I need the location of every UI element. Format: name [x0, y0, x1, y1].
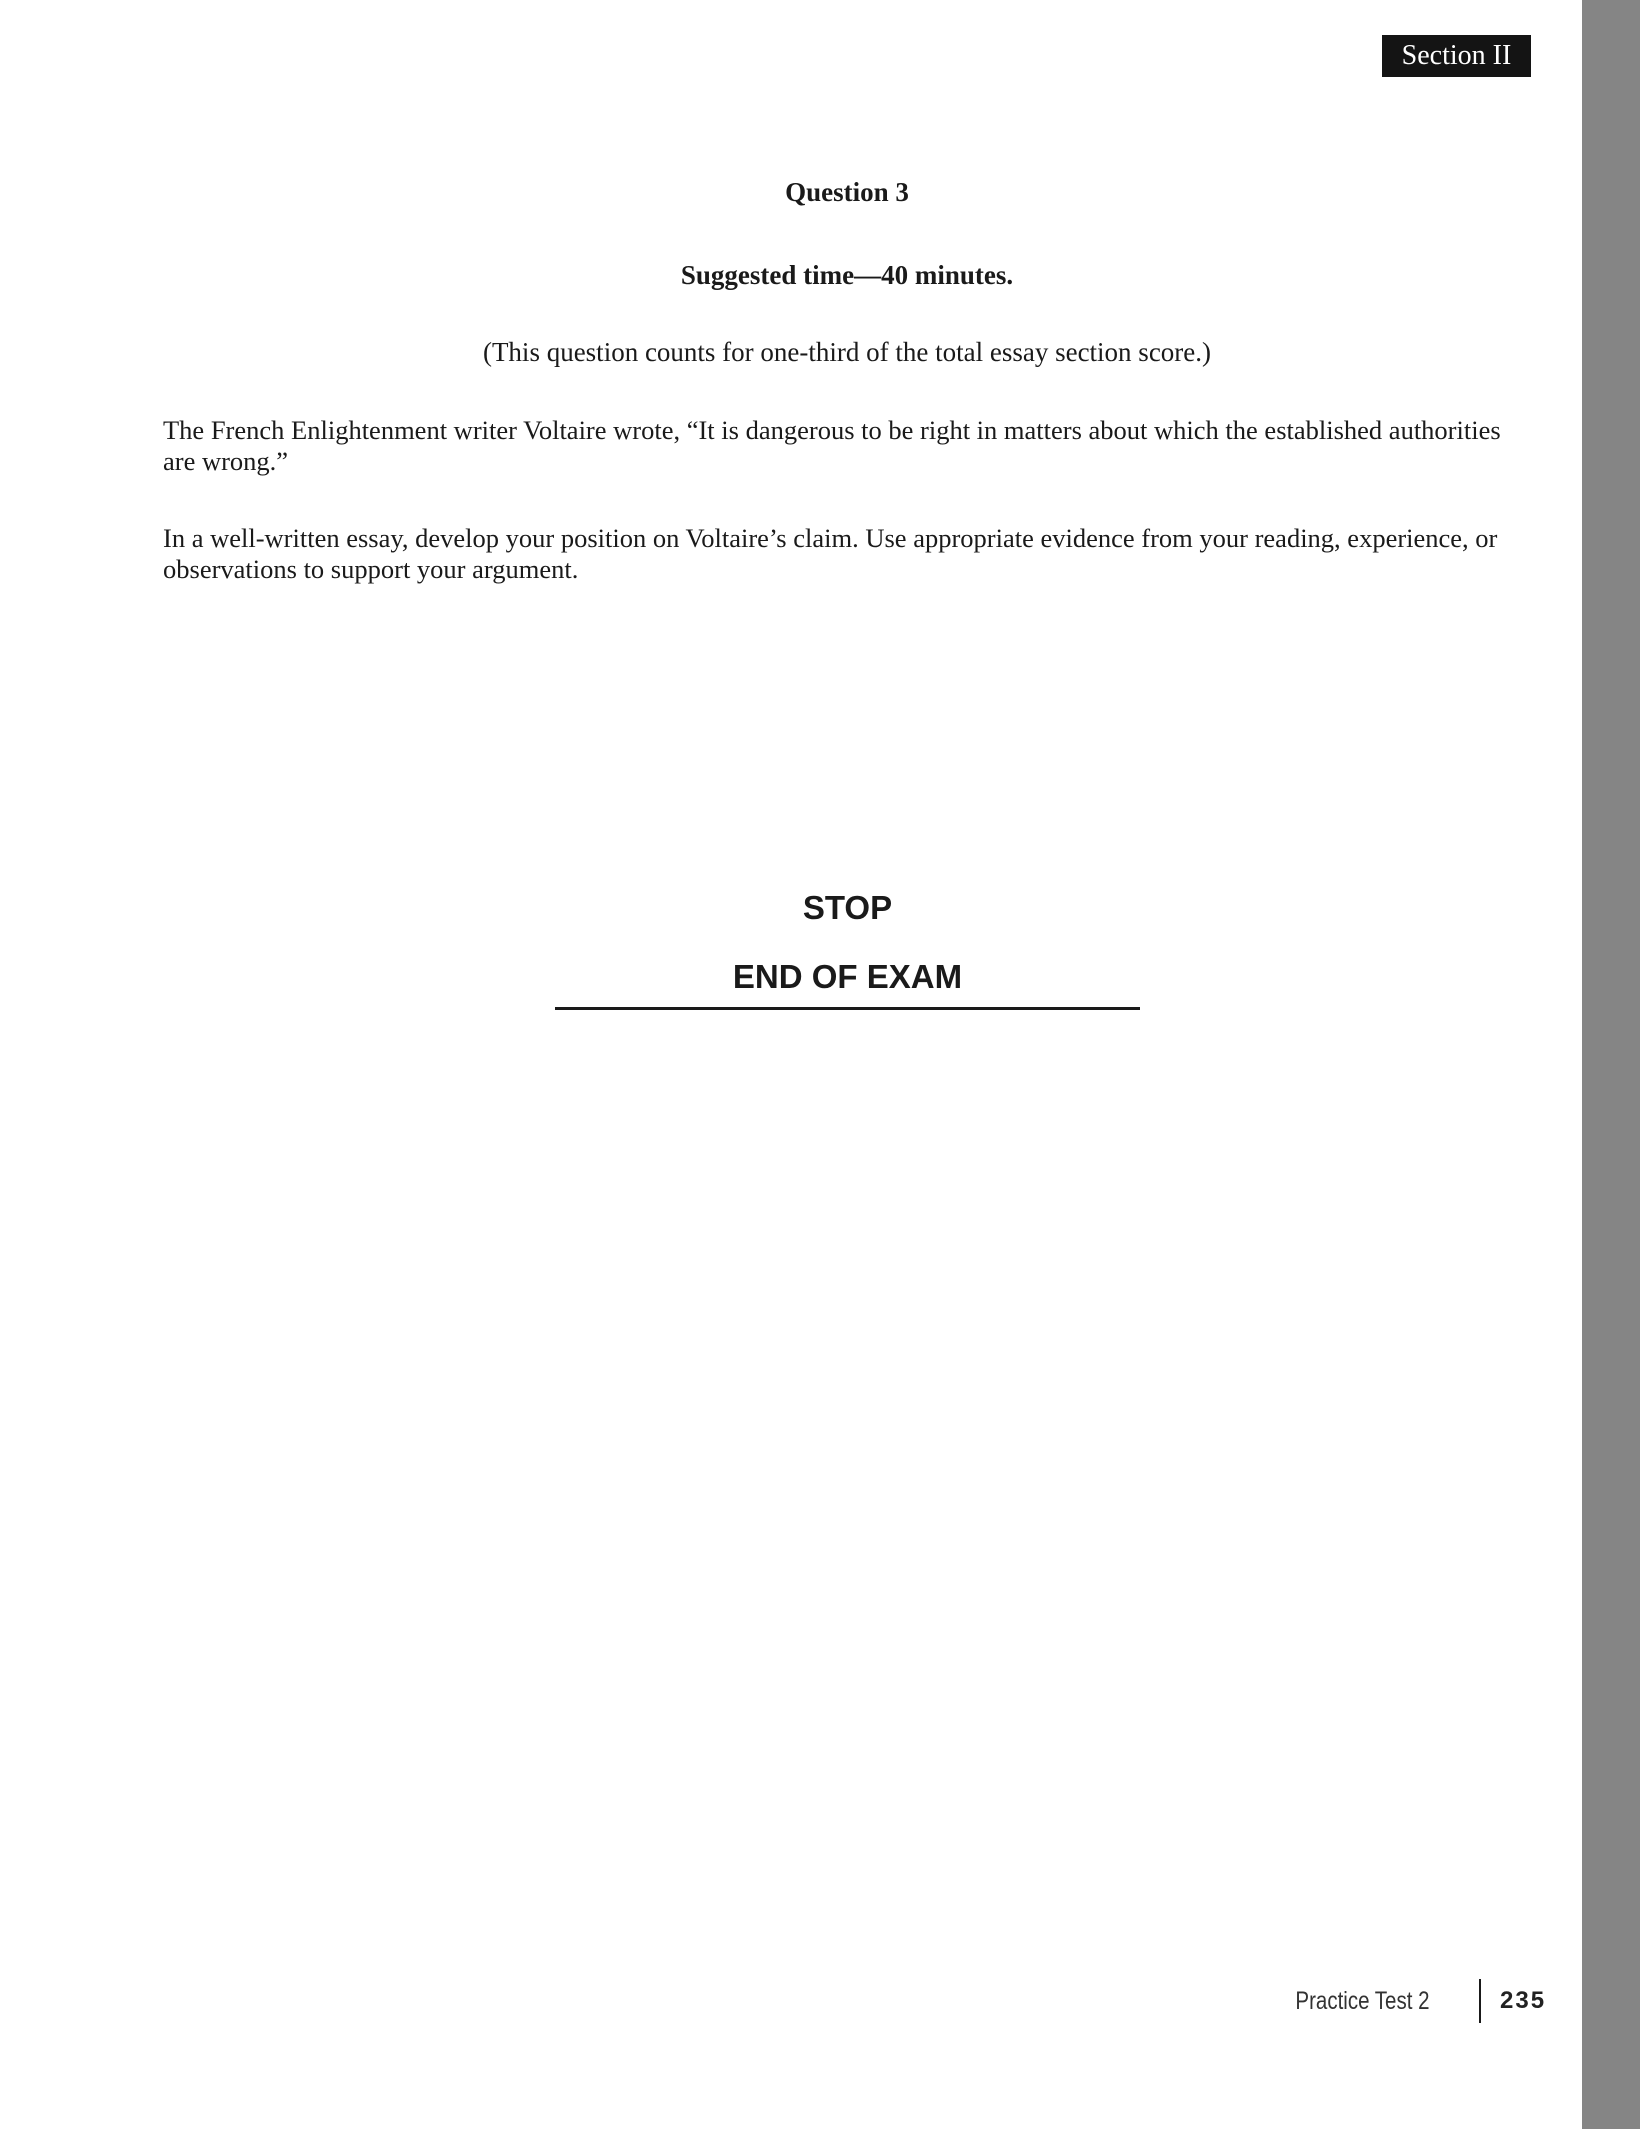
- section-label: Section II: [1382, 35, 1531, 77]
- end-of-exam-rule: [555, 1007, 1140, 1010]
- question-weight-note: (This question counts for one-third of the total essay section score.): [482, 337, 1212, 367]
- suggested-time: Suggested time—40 minutes.: [680, 260, 1014, 290]
- question-title: Question 3: [785, 177, 909, 207]
- end-of-exam-heading: END OF EXAM: [732, 958, 963, 995]
- page-edge-bar: [1582, 0, 1640, 2129]
- footer-divider: [1479, 1979, 1481, 2023]
- stop-heading: STOP: [802, 889, 893, 926]
- page-number: 235: [1500, 1987, 1547, 2014]
- prompt-paragraph-quote: The French Enlightenment writer Voltaire wrote, “It is dangerous to be right in matters about which the established authorities are wrong.”: [163, 415, 1501, 476]
- page-footer: [1295, 1979, 1550, 2023]
- prompt-paragraph-instructions: In a well-written essay, develop your position on Voltaire’s claim. Use appropriate evidence from your reading, experience, or observations to support your argument.: [163, 523, 1498, 584]
- footer-label: Practice Test 2: [1295, 1987, 1430, 2015]
